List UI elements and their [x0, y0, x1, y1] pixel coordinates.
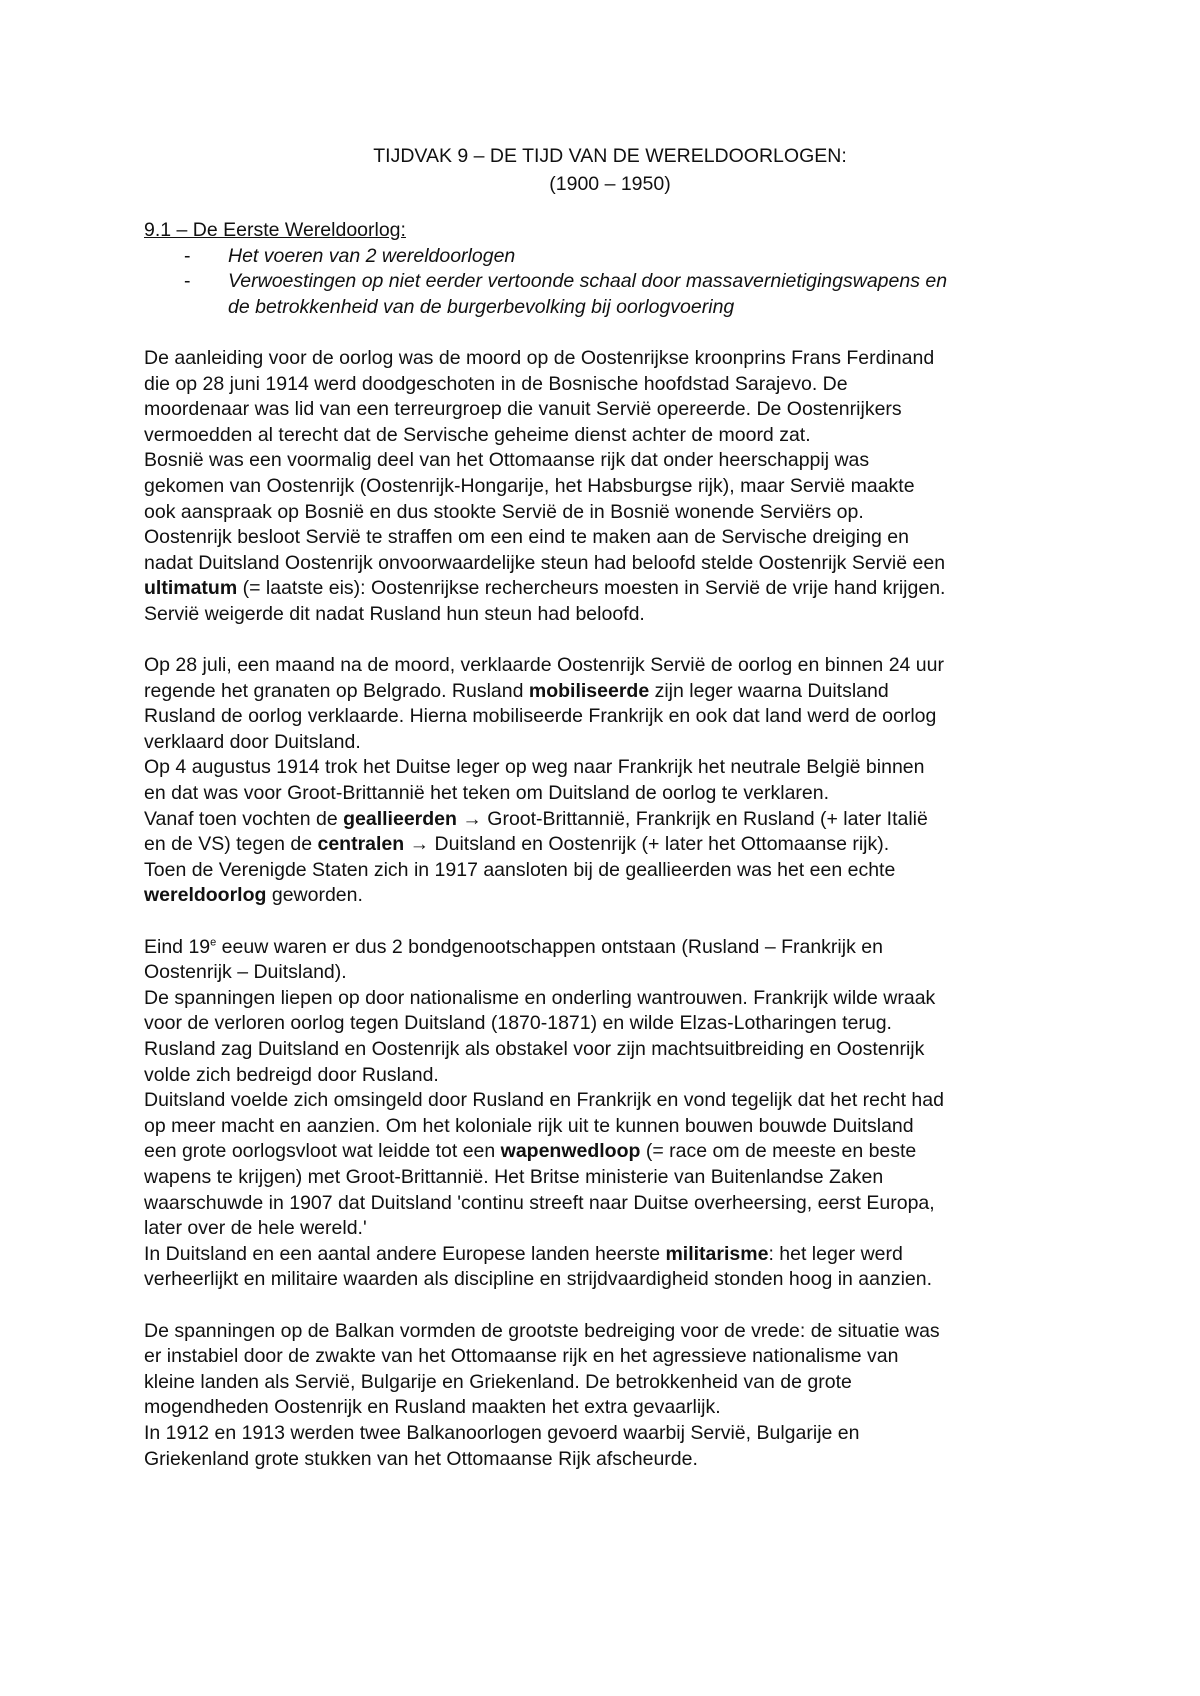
text-line: Oostenrijk besloot Servië te straffen om een eind te maken aan de Servische dreiging en — [144, 526, 909, 549]
text-line: die op 28 juni 1914 werd doodgeschoten in de Bosnische hoofdstad Sarajevo. De — [144, 372, 848, 395]
page-title — [140, 142, 1080, 198]
text-line: waarschuwde in 1907 dat Duitsland 'continu streeft naar Duitse overheersing, eerst Europa, — [144, 1191, 935, 1214]
text-line: Oostenrijk – Duitsland). — [144, 961, 347, 984]
text-fragment: eeuw waren er dus 2 bondgenootschappen ontstaan (Rusland – Frankrijk en — [216, 935, 883, 958]
text-line: vermoedden al terecht dat de Servische geheime dienst achter de moord zat. — [144, 423, 811, 446]
text-fragment: zijn leger waarna Duitsland — [649, 679, 889, 702]
term-militarisme: militarisme — [665, 1242, 769, 1265]
text-fragment: Groot-Brittannië, Frankrijk en Rusland (+ later Italië — [481, 807, 928, 830]
text-line: kleine landen als Servië, Bulgarije en Griekenland. De betrokkenheid van de grote — [144, 1370, 852, 1393]
text-line — [144, 1242, 1080, 1268]
text-fragment: en de VS) tegen de — [144, 833, 318, 856]
paragraph-1 — [144, 346, 1080, 628]
list-item — [144, 244, 1080, 270]
text-line: Bosnië was een voormalig deel van het Ottomaanse rijk dat onder heerschappij was — [144, 449, 870, 472]
text-line: voor de verloren oorlog tegen Duitsland (1870-1871) en wilde Elzas-Lotharingen terug. — [144, 1012, 892, 1035]
text-line — [144, 679, 1080, 705]
text-line: op meer macht en aanzien. Om het koloniale rijk uit te kunnen bouwen bouwde Duitsland — [144, 1114, 914, 1137]
text-line — [144, 832, 1080, 858]
term-wereldoorlog: wereldoorlog — [144, 884, 267, 907]
text-line: De spanningen op de Balkan vormden de grootste bedreiging voor de vrede: de situatie was — [144, 1319, 940, 1342]
text-line: Griekenland grote stukken van het Ottomaanse Rijk afscheurde. — [144, 1447, 698, 1470]
paragraph-gap — [144, 628, 1080, 654]
text-line: gekomen van Oostenrijk (Oostenrijk-Hongarije, het Habsburgse rijk), maar Servië maakte — [144, 474, 915, 497]
text-line — [144, 935, 1080, 961]
paragraph-gap — [144, 1293, 1080, 1319]
term-geallieerden: geallieerden — [343, 807, 457, 830]
paragraph-3 — [144, 935, 1080, 1293]
text-line — [144, 1139, 1080, 1165]
text-fragment: geworden. — [266, 884, 363, 907]
bullet-text: Verwoestingen op niet eerder vertoonde schaal door massavernietigingswapens en — [228, 270, 948, 293]
paragraph-4 — [144, 1319, 1080, 1473]
section-heading: 9.1 – De Eerste Wereldoorlog: — [144, 219, 406, 241]
paragraph-gap — [144, 909, 1080, 935]
text-line: De spanningen liepen op door nationalisme en onderling wantrouwen. Frankrijk wilde wraak — [144, 986, 936, 1009]
text-fragment: Vanaf toen vochten de — [144, 807, 344, 830]
bullet-dash: - — [184, 270, 191, 293]
text-line: Duitsland voelde zich omsingeld door Rusland en Frankrijk en vond tegelijk dat het recht had — [144, 1089, 944, 1112]
text-line: volde zich bedreigd door Rusland. — [144, 1063, 439, 1086]
term-wapenwedloop: wapenwedloop — [500, 1140, 641, 1163]
term-centralen: centralen — [317, 833, 405, 856]
text-line: Rusland de oorlog verklaarde. Hierna mobiliseerde Frankrijk en ook dat land werd de oorlog — [144, 705, 937, 728]
text-line: Op 4 augustus 1914 trok het Duitse leger op weg naar Frankrijk het neutrale België binnen — [144, 756, 925, 779]
text-line: later over de hele wereld.' — [144, 1217, 367, 1240]
text-fragment: Eind 19 — [144, 935, 211, 958]
title-line-2: (1900 – 1950) — [549, 173, 671, 195]
text-line: verheerlijkt en militaire waarden als discipline en strijdvaardigheid stonden hoog in aanzien. — [144, 1268, 933, 1291]
document-body — [144, 218, 1080, 1472]
arrow-right-icon: → — [462, 807, 482, 830]
text-line: Toen de Verenigde Staten zich in 1917 aansloten bij de geallieerden was het een echte — [144, 858, 896, 881]
term-ultimatum: ultimatum — [144, 577, 238, 600]
paragraph-2 — [144, 653, 1080, 909]
text-line: mogendheden Oostenrijk en Rusland maakten het extra gevaarlijk. — [144, 1396, 721, 1419]
text-fragment: (= race om de meeste en beste — [640, 1140, 917, 1163]
text-line: nadat Duitsland Oostenrijk onvoorwaardelijke steun had beloofd stelde Oostenrijk Servië een — [144, 551, 946, 574]
list-item — [144, 269, 1080, 295]
text-fragment: een grote oorlogsvloot wat leidde tot een — [144, 1140, 501, 1163]
text-fragment: : het leger werd — [768, 1242, 903, 1265]
text-line: ook aanspraak op Bosnië en dus stookte Servië de in Bosnië wonende Serviërs op. — [144, 500, 864, 523]
text-fragment: (= laatste eis): Oostenrijkse rechercheurs moesten in Servië de vrije hand krijgen. — [237, 577, 946, 600]
title-line-1: TIJDVAK 9 – DE TIJD VAN DE WERELDOORLOGEN: — [373, 145, 847, 167]
text-line: verklaard door Duitsland. — [144, 730, 361, 753]
text-line: Rusland zag Duitsland en Oostenrijk als obstakel voor zijn machtsuitbreiding en Oostenrijk — [144, 1038, 925, 1060]
term-mobiliseerde: mobiliseerde — [528, 679, 650, 702]
text-line — [144, 883, 1080, 909]
text-line: De aanleiding voor de oorlog was de moord op de Oostenrijkse kroonprins Frans Ferdinand — [144, 346, 935, 369]
bullet-text: de betrokkenheid van de burgerbevolking bij oorlogvoering — [228, 295, 735, 318]
text-line: Servië weigerde dit nadat Rusland hun steun had beloofd. — [144, 602, 645, 625]
text-line: er instabiel door de zwakte van het Ottomaanse rijk en het agressieve nationalisme van — [144, 1345, 899, 1368]
bullet-list — [144, 244, 1080, 321]
paragraph-gap — [144, 320, 1080, 346]
bullet-dash: - — [184, 244, 191, 267]
text-fragment: Duitsland en Oostenrijk (+ later het Ottomaanse rijk). — [429, 833, 890, 856]
bullet-dash — [144, 295, 228, 321]
bullet-text: Het voeren van 2 wereldoorlogen — [228, 244, 516, 267]
text-fragment: regende het granaten op Belgrado. Rusland — [144, 679, 529, 702]
text-fragment: In Duitsland en een aantal andere Europese landen heerste — [144, 1242, 666, 1265]
text-line — [144, 807, 1080, 833]
text-line: wapens te krijgen) met Groot-Brittannië. Het Britse ministerie van Buitenlandse Zaken — [144, 1165, 884, 1188]
list-item — [144, 295, 1080, 321]
text-line: moordenaar was lid van een terreurgroep die vanuit Servië opereerde. De Oostenrijkers — [144, 398, 902, 421]
superscript: e — [210, 936, 217, 949]
arrow-right-icon: → — [409, 833, 430, 856]
text-line — [144, 576, 1080, 602]
text-line: In 1912 en 1913 werden twee Balkanoorlogen gevoerd waarbij Servië, Bulgarije en — [144, 1421, 860, 1444]
text-line: Op 28 juli, een maand na de moord, verklaarde Oostenrijk Servië de oorlog en binnen 24 uur — [144, 654, 944, 677]
text-line: en dat was voor Groot-Brittannië het teken om Duitsland de oorlog te verklaren. — [144, 782, 830, 805]
